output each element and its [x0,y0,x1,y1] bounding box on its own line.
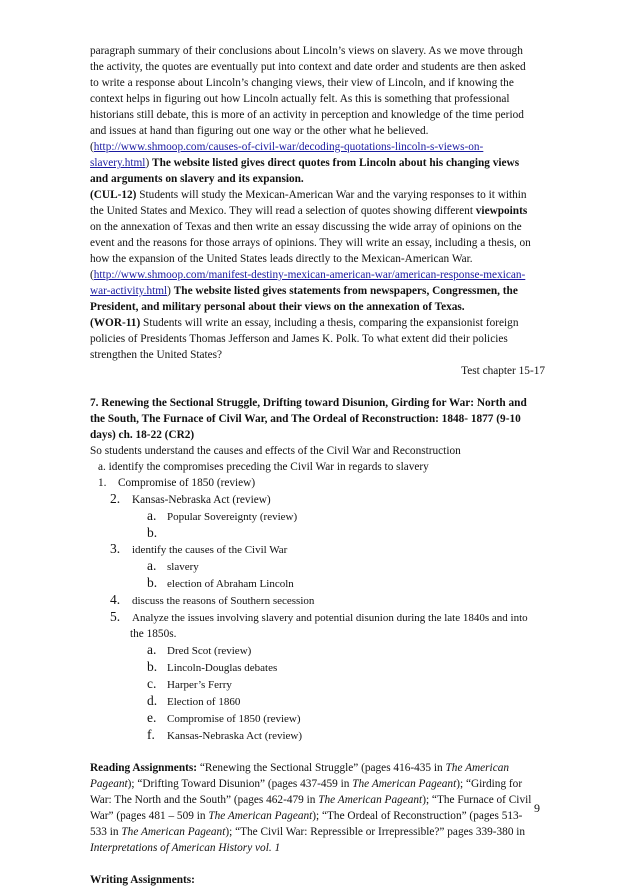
unit-heading: days) ch. 18-22 (CR2) [90,429,195,441]
list-item: 3. identify the causes of the Civil War [110,541,288,556]
bold-note: The website listed gives direct quotes from Lincoln about his changing views [152,157,520,169]
list-item: 2. Kansas-Nebraska Act (review) [110,491,271,506]
list-item: f. Kansas-Nebraska Act (review) [147,727,302,742]
bold-note: President, and military personal about their views on the annexation of Texas. [90,301,465,313]
reading-assignments: Reading Assignments: “Renewing the Sectional Struggle” (pages 416-435 in The American [90,762,509,774]
text-line: (CUL-12) Students will study the Mexican-American War and the varying responses to it within [90,189,527,201]
text-line: context helps in figuring out how Lincoln actually felt. As this is something that professional [90,93,510,105]
text-line: war-activity.html) The website listed gives statements from newspapers, Congressmen, the [90,285,518,297]
shmoop-manifest-link-cont[interactable]: war-activity.html [90,285,168,297]
reading-assignments: War: The North and the South” (pages 462-479 in The American Pageant); “The Furnace of Civil [90,794,532,806]
list-item-continuation: the 1850s. [130,628,177,640]
standard-code: (CUL-12) [90,189,137,201]
text-line: and issues at hand than figuring out one way or the other what he believed. [90,125,429,137]
shmoop-lincoln-link[interactable]: http://www.shmoop.com/causes-of-civil-war/decoding-quotations-lincoln-s-views-on- [93,141,484,153]
text-line: a. identify the compromises preceding the Civil War in regards to slavery [98,461,429,473]
text-line: the activity, the quotes are eventually put into context and date order and students are then asked [90,61,526,73]
text-line: paragraph summary of their conclusions about Lincoln’s views on slavery. As we move through [90,45,523,57]
bold-note: and arguments on slavery and its expansion. [90,173,304,185]
page-content [90,43,545,888]
text-line: (http://www.shmoop.com/manifest-destiny-mexican-american-war/american-response-mexican- [90,269,526,281]
list-item: 1. Compromise of 1850 (review) [98,477,256,489]
list-item: a. slavery [147,558,199,573]
page-number: 9 [534,801,540,815]
unit-heading: 7. Renewing the Sectional Struggle, Drifting toward Disunion, Girding for War: North and [90,397,527,409]
list-item: 5. Analyze the issues involving slavery and potential disunion during the late 1840s and into [110,609,528,624]
list-item: 4. discuss the reasons of Southern secession [110,592,315,607]
text-line: So students understand the causes and effects of the Civil War and Reconstruction [90,445,461,457]
list-item: a. Dred Scot (review) [147,642,252,657]
standard-code: (WOR-11) [90,317,141,329]
text-line: strengthen the United States? [90,349,223,361]
reading-assignments: War” (pages 481 – 509 in The American Pageant); “The Ordeal of Reconstruction” (pages 513- [90,810,523,822]
keyword: viewpoints [475,205,528,217]
list-item: b. [147,525,158,540]
text-line: historians still debate, this is more of an activity in perception and knowledge of the time period [90,109,524,121]
text-line: (http://www.shmoop.com/causes-of-civil-war/decoding-quotations-lincoln-s-views-on- [90,141,484,153]
writing-assignments: Writing Assignments: [90,874,195,886]
text-line: the United States and Mexico. They will read a selection of quotes showing different viewpoints [90,205,528,217]
text-line: on the annexation of Texas and then write an essay discussing the wide array of opinions on the [90,221,522,233]
text-line: to write a response about Lincoln’s changing views, their view of Lincoln, and if knowing the [90,77,514,89]
text-line [90,171,545,187]
text-line [90,299,545,315]
list-item: e. Compromise of 1850 (review) [147,710,301,725]
list-item: c. Harper’s Ferry [147,676,232,691]
list-item: b. Lincoln-Douglas debates [147,659,278,674]
bold-note: The website listed gives statements from newspapers, Congressmen, the [173,285,518,297]
test-note: Test chapter 15-17 [461,365,545,377]
text-line: (WOR-11) Students will write an essay, including a thesis, comparing the expansionist foreign [90,317,519,329]
reading-assignments: Interpretations of American History vol. 1 [90,842,281,854]
text-line: slavery.html) The website listed gives direct quotes from Lincoln about his changing views [90,157,520,169]
list-item: d. Election of 1860 [147,693,241,708]
shmoop-manifest-link[interactable]: http://www.shmoop.com/manifest-destiny-mexican-american-war/american-response-mexican- [93,269,526,281]
list-item: b. election of Abraham Lincoln [147,575,294,590]
text-line: how the expansion of the United States leads directly to the Mexican-American War. [90,253,473,265]
text-line: event and the reasons for those arrays of opinions. They will write an essay, including a thesis, on [90,237,531,249]
text-line: policies of Presidents Thomas Jefferson and James K. Polk. To what extent did their policies [90,333,508,345]
reading-assignments: Pageant); “Drifting Toward Disunion” (pages 437-459 in The American Pageant); “Girding for [90,778,523,790]
reading-assignments: 533 in The American Pageant); “The Civil War: Repressible or Irrepressible?” pages 339-380 in [90,826,526,838]
list-item: a. Popular Sovereignty (review) [147,508,298,523]
shmoop-lincoln-link-cont[interactable]: slavery.html [90,157,146,169]
unit-heading: the South, The Furnace of Civil War, and The Ordeal of Reconstruction: 1848- 1877 (9-10 [90,413,521,425]
